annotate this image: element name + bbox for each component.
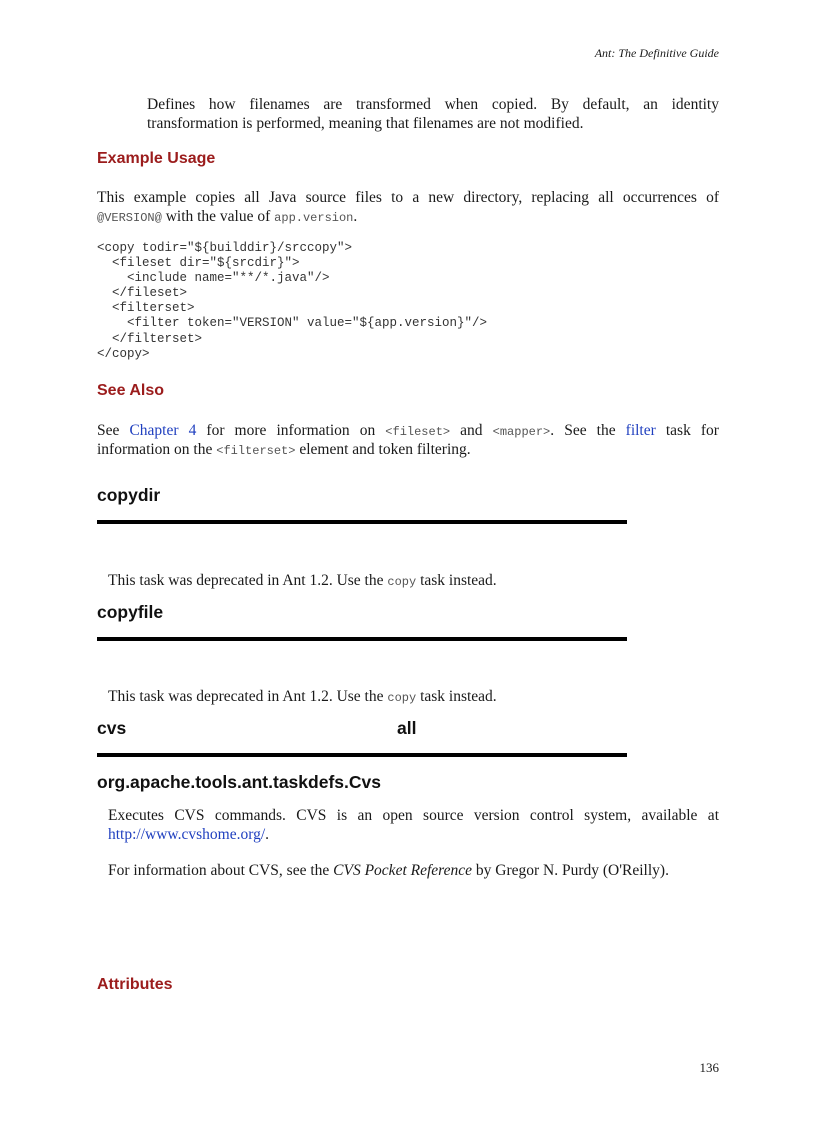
cvs-pocket-reference-title: CVS Pocket Reference — [333, 862, 473, 879]
see-also-text: element and token filtering. — [295, 441, 471, 458]
code-line: </filterset> — [97, 331, 203, 346]
copydir-text-part: task instead. — [416, 572, 497, 589]
cvs-desc-line1: Executes CVS commands. CVS is an open source version control system, available at — [108, 807, 719, 824]
copyfile-text-part: This task was deprecated in Ant 1.2. Use the — [108, 688, 388, 705]
code-line: <copy todir="${builddir}/srccopy"> — [97, 241, 353, 255]
example-intro-mid: with the value of — [161, 208, 275, 225]
fileset-code: <fileset> — [385, 425, 451, 439]
see-also-heading: See Also — [97, 382, 164, 399]
example-intro-line1: This example copies all Java source files to a new directory, replacing all occurrences of — [97, 189, 719, 206]
copy-code: copy — [387, 691, 417, 705]
copy-code: copy — [387, 575, 417, 589]
copyfile-text-part: task instead. — [416, 688, 497, 705]
code-line: </copy> — [97, 346, 150, 361]
cvs-classname: org.apache.tools.ant.taskdefs.Cvs — [97, 772, 381, 792]
see-also-text: . See the — [550, 422, 626, 439]
see-also-text: task for — [655, 422, 719, 439]
copydir-text-part: This task was deprecated in Ant 1.2. Use the — [108, 572, 388, 589]
code-line: <filter token="VERSION" value="${app.version}"/> — [97, 316, 488, 331]
copydir-rule — [97, 520, 627, 524]
cvs-title: cvs — [97, 718, 127, 738]
code-example — [97, 241, 487, 362]
see-also-text: for more information on — [196, 422, 386, 439]
cvshome-link[interactable]: http://www.cvshome.org/ — [108, 826, 266, 843]
chapter-4-link[interactable]: Chapter 4 — [129, 422, 197, 439]
attributes-heading: Attributes — [97, 976, 173, 993]
cvs-desc-line2 — [108, 825, 269, 844]
see-also-text: See — [97, 422, 130, 439]
cvs-rule — [97, 753, 627, 757]
copydir-title: copydir — [97, 485, 161, 505]
cvs-ref-text: by Gregor N. Purdy (O'Reilly). — [472, 862, 669, 879]
filterset-code: <filterset> — [216, 444, 296, 458]
cvs-desc-end: . — [265, 826, 270, 843]
cvs-platform: all — [397, 718, 417, 738]
code-line: <filterset> — [97, 301, 195, 316]
running-header: Ant: The Definitive Guide — [594, 46, 719, 60]
mapper-code: <mapper> — [492, 425, 551, 439]
mapper-desc-line2: transformation is performed, meaning that filenames are not modified. — [147, 115, 584, 132]
copydir-text — [108, 571, 497, 592]
see-also-line2 — [97, 440, 719, 461]
example-intro-end: . — [353, 208, 358, 225]
see-also-text: information on the — [97, 441, 217, 458]
cvs-reference — [108, 861, 669, 880]
app-version-code: app.version — [274, 211, 354, 225]
see-also-text: and — [450, 422, 493, 439]
page-number: 136 — [699, 1060, 719, 1075]
filter-link[interactable]: filter — [625, 422, 656, 439]
code-line: </fileset> — [97, 286, 188, 301]
mapper-desc-line1: Defines how filenames are transformed when copied. By default, an identity — [147, 96, 719, 113]
see-also-line1 — [97, 421, 719, 442]
copyfile-title: copyfile — [97, 602, 164, 622]
example-intro-line2 — [97, 207, 719, 228]
example-usage-heading: Example Usage — [97, 150, 216, 167]
version-token-code: @VERSION@ — [97, 211, 162, 225]
copyfile-rule — [97, 637, 627, 641]
copyfile-text — [108, 687, 497, 708]
code-line: <include name="**/*.java"/> — [97, 271, 330, 286]
code-line: <fileset dir="${srcdir}"> — [97, 256, 300, 271]
cvs-ref-text: For information about CVS, see the — [108, 862, 334, 879]
